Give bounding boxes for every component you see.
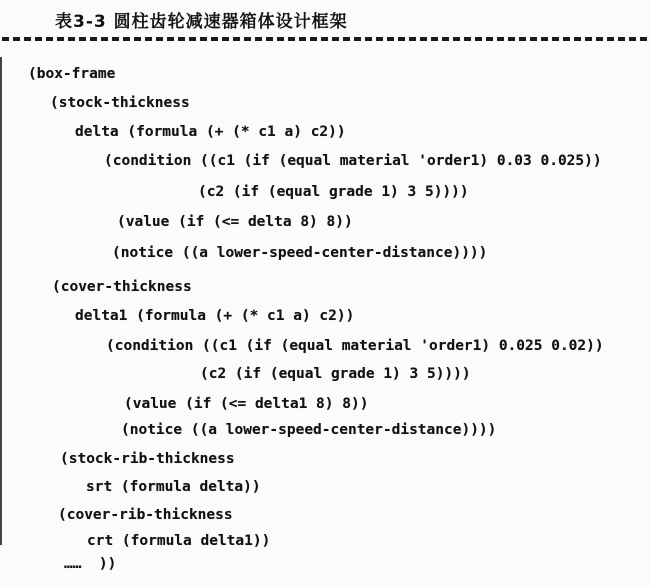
code-line: (cover-thickness	[52, 279, 192, 295]
code-line: crt (formula delta1))	[87, 533, 271, 549]
table-caption: 表3-3 圆柱齿轮减速器箱体设计框架	[55, 12, 348, 32]
code-line: (value (if (<= delta1 8) 8))	[124, 396, 369, 412]
scan-edge-artifact	[0, 57, 2, 545]
code-line: …… ))	[64, 556, 117, 572]
code-line: (value (if (<= delta 8) 8))	[117, 214, 353, 230]
code-line: (stock-rib-thickness	[60, 451, 235, 467]
code-line: delta (formula (+ (* c1 a) c2))	[75, 124, 346, 140]
code-line: (notice ((a lower-speed-center-distance))))	[121, 422, 497, 438]
code-line: (notice ((a lower-speed-center-distance))))	[112, 245, 488, 261]
code-line: srt (formula delta))	[86, 479, 261, 495]
code-line: delta1 (formula (+ (* c1 a) c2))	[75, 308, 355, 324]
dashed-divider	[2, 37, 648, 41]
code-line: (c2 (if (equal grade 1) 3 5))))	[198, 184, 469, 200]
code-line: (stock-thickness	[50, 95, 190, 111]
code-line: (condition ((c1 (if (equal material 'order1) 0.025 0.02))	[106, 338, 604, 354]
code-line: (cover-rib-thickness	[58, 507, 233, 523]
code-line: (box-frame	[28, 66, 116, 82]
code-line: (c2 (if (equal grade 1) 3 5))))	[200, 366, 471, 382]
code-line: (condition ((c1 (if (equal material 'order1) 0.03 0.025))	[104, 153, 602, 169]
